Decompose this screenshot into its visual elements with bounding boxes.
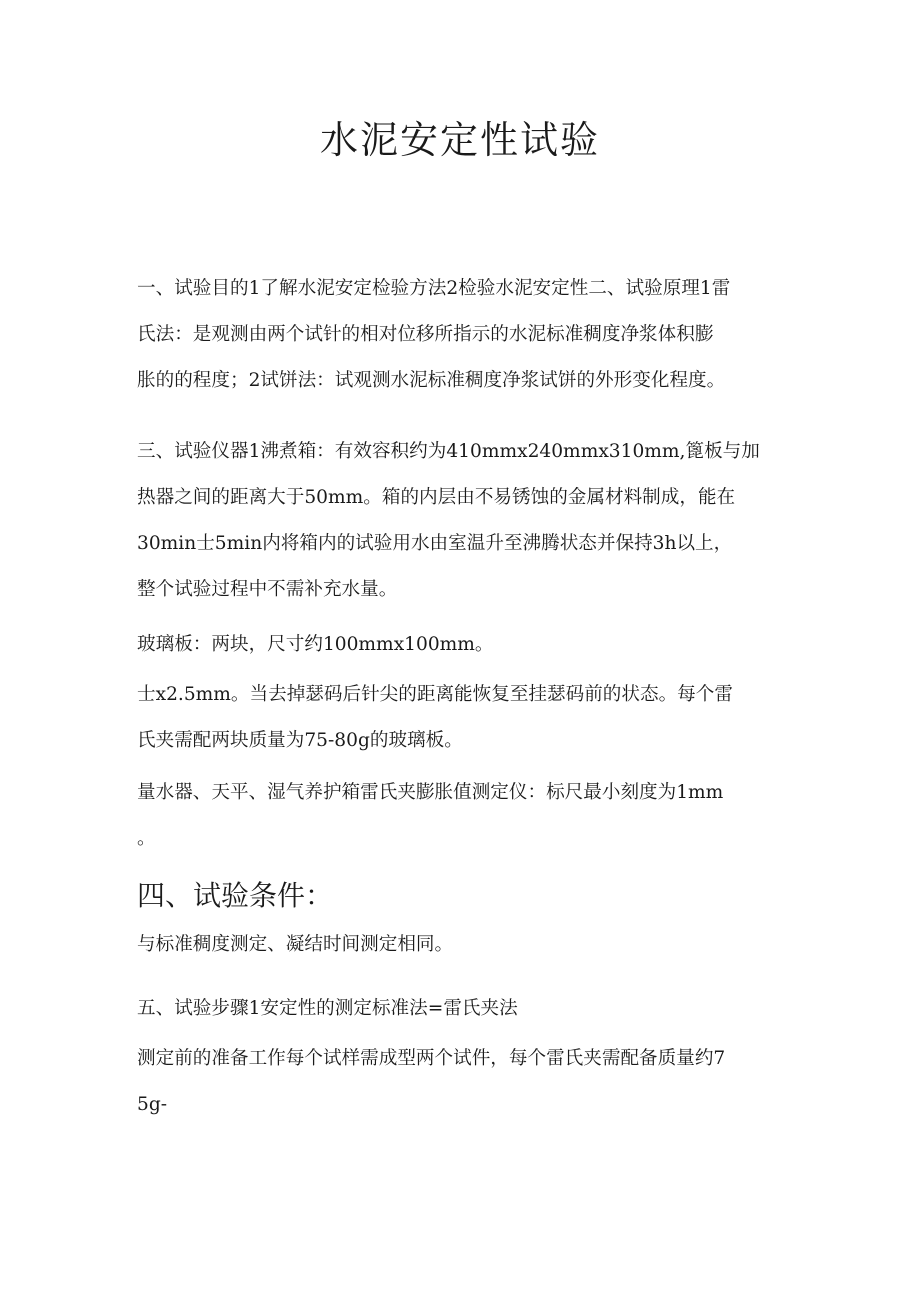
glass-plate-paragraph [137, 622, 785, 668]
text-line: 整个试验过程中不需补充水量。 [137, 579, 398, 600]
section-1-paragraph [137, 266, 785, 404]
text-line: 。 [137, 828, 156, 849]
text-line: 氏法：是观测由两个试针的相对位移所指示的水泥标准稠度净浆体积膨 [137, 324, 714, 345]
section-4-heading: 四、试验条件： [137, 879, 334, 912]
document-title: 水泥安定性试验 [319, 118, 600, 162]
prep-paragraph [137, 1036, 785, 1128]
text-line: 三、试验仪器1沸煮箱：有效容积约为410mmx240mmx310mm,篦板与加 [137, 441, 760, 462]
text-line: 5g- [137, 1094, 168, 1115]
text-line: 热器之间的距离大于50mm。箱的内层由不易锈蚀的金属材料制成，能在 [137, 487, 736, 508]
section-3-paragraph [137, 429, 785, 613]
text-line: 士x2.5mm。当去掉瑟码后针尖的距离能恢复至挂瑟码前的状态。每个雷 [137, 684, 733, 705]
text-line: 玻璃板：两块，尺寸约100mmx100mm。 [137, 634, 494, 655]
text-line: 氏夹需配两块质量为75-80g的玻璃板。 [137, 730, 463, 751]
text-line: 量水器、天平、湿气养护箱雷氏夹膨胀值测定仪：标尺最小刻度为1mm [137, 782, 724, 803]
text-line: 五、试验步骤1安定性的测定标准法=雷氏夹法 [137, 998, 518, 1019]
conditions-paragraph [137, 922, 785, 968]
instruments-paragraph [137, 770, 785, 862]
section-5-paragraph [137, 986, 785, 1032]
text-line: 测定前的准备工作每个试样需成型两个试件，每个雷氏夹需配备质量约7 [137, 1048, 726, 1069]
text-line: 一、试验目的1了解水泥安定检验方法2检验水泥安定性二、试验原理1雷 [137, 278, 731, 299]
clip-note-paragraph [137, 672, 785, 764]
text-line: 胀的的程度；2试饼法：试观测水泥标准稠度净浆试饼的外形变化程度。 [137, 370, 726, 391]
text-line: 30min士5min内将箱内的试验用水由室温升至沸腾状态并保持3h以上， [137, 533, 733, 554]
text-line: 与标准稠度测定、凝结时间测定相同。 [137, 934, 454, 955]
